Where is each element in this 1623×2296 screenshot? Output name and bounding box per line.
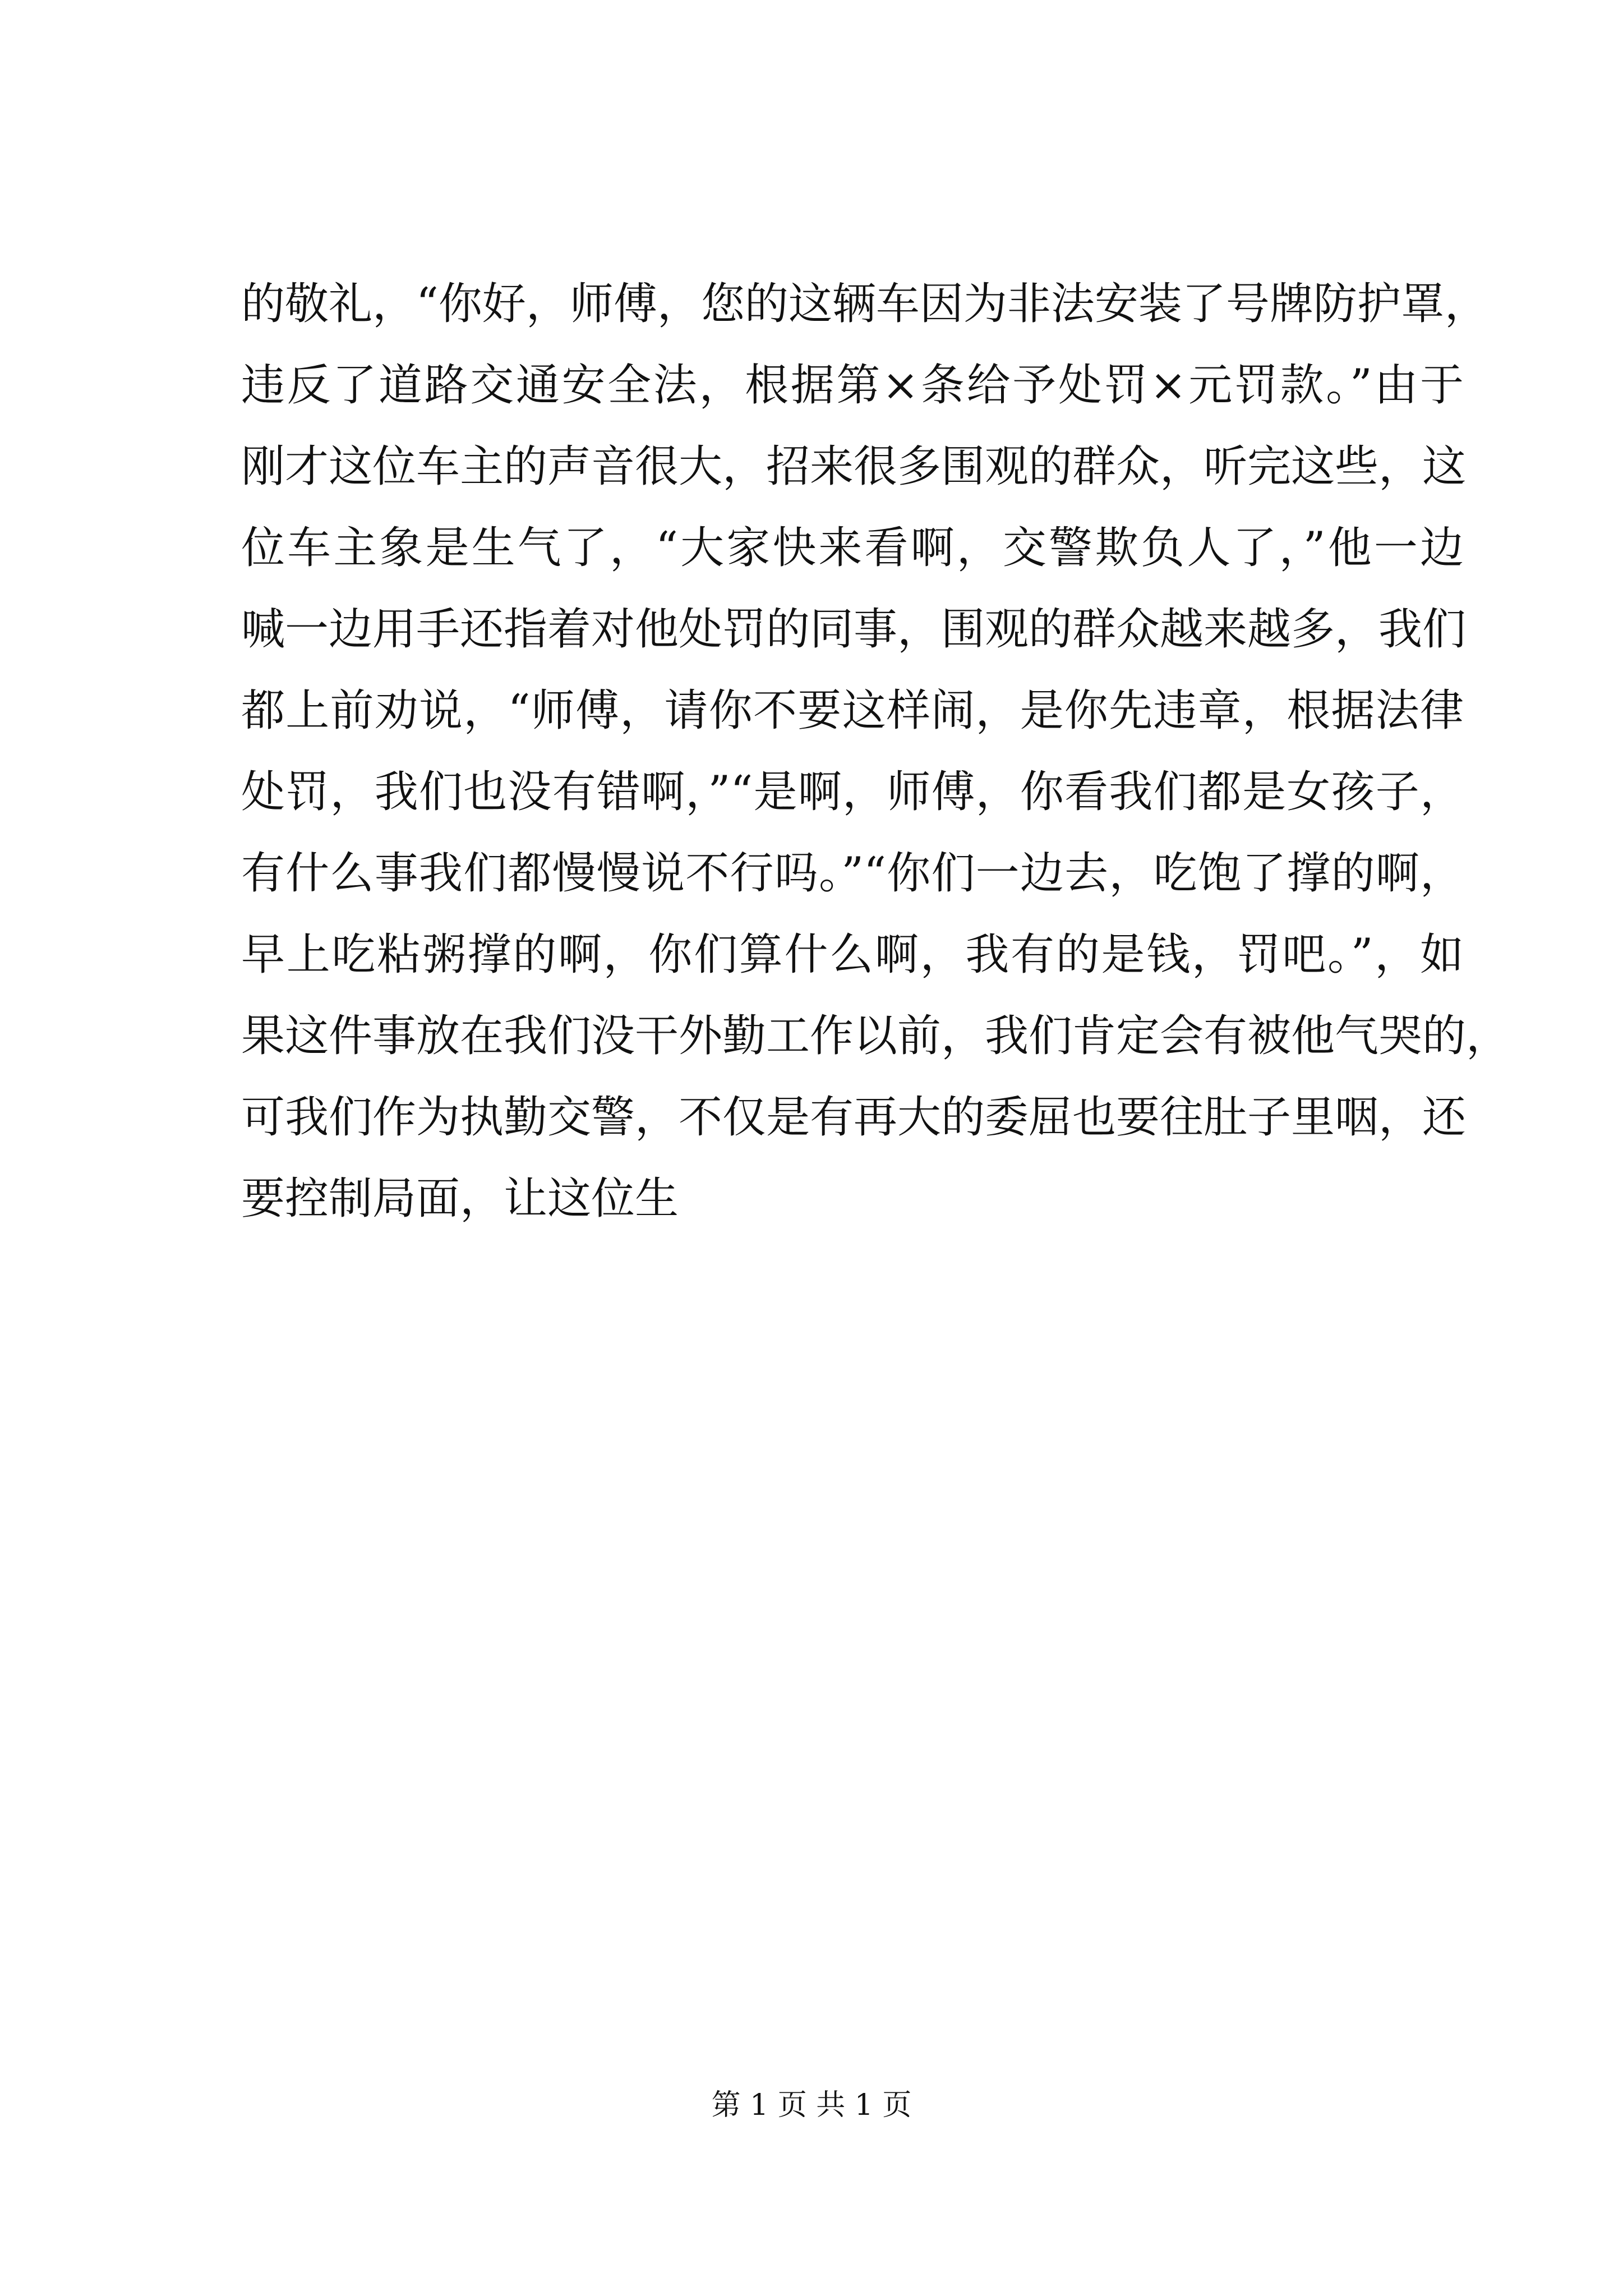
text-line: 处罚，我们也没有错啊，”“是啊，师傅，你看我们都是女孩子， xyxy=(241,767,1464,817)
text-line: 都上前劝说，“师傅，请你不要这样闹，是你先违章，根据法律 xyxy=(241,685,1464,736)
text-line: 位车主象是生气了，“大家快来看啊，交警欺负人了，”他一边 xyxy=(241,523,1464,573)
text-line: 喊一边用手还指着对他处罚的同事，围观的群众越来越多，我们 xyxy=(241,604,1467,655)
text-line: 早上吃粘粥撑的啊，你们算什么啊，我有的是钱，罚吧。”，如 xyxy=(241,930,1464,980)
text-line: 果这件事放在我们没干外勤工作以前，我们肯定会有被他气哭的， xyxy=(241,1011,1510,1061)
body-paragraph xyxy=(241,264,1510,1240)
text-line: 有什么事我们都慢慢说不行吗。”“你们一边去，吃饱了撑的啊， xyxy=(241,848,1464,899)
page-number-label: 第 1 页 共 1 页 xyxy=(711,2088,912,2122)
page-footer xyxy=(0,2086,1623,2125)
text-line: 违反了道路交通安全法，根据第×条给予处罚×元罚款。”由于 xyxy=(241,360,1464,411)
text-line: 可我们作为执勤交警，不仅是有再大的委屈也要往肚子里咽，还 xyxy=(241,1092,1467,1143)
text-line-last: 要控制局面，让这位生 xyxy=(241,1174,679,1224)
text-line: 的敬礼，“你好，师傅，您的这辆车因为非法安装了号牌防护罩， xyxy=(241,279,1488,329)
text-line: 刚才这位车主的声音很大，招来很多围观的群众，听完这些，这 xyxy=(241,441,1467,492)
